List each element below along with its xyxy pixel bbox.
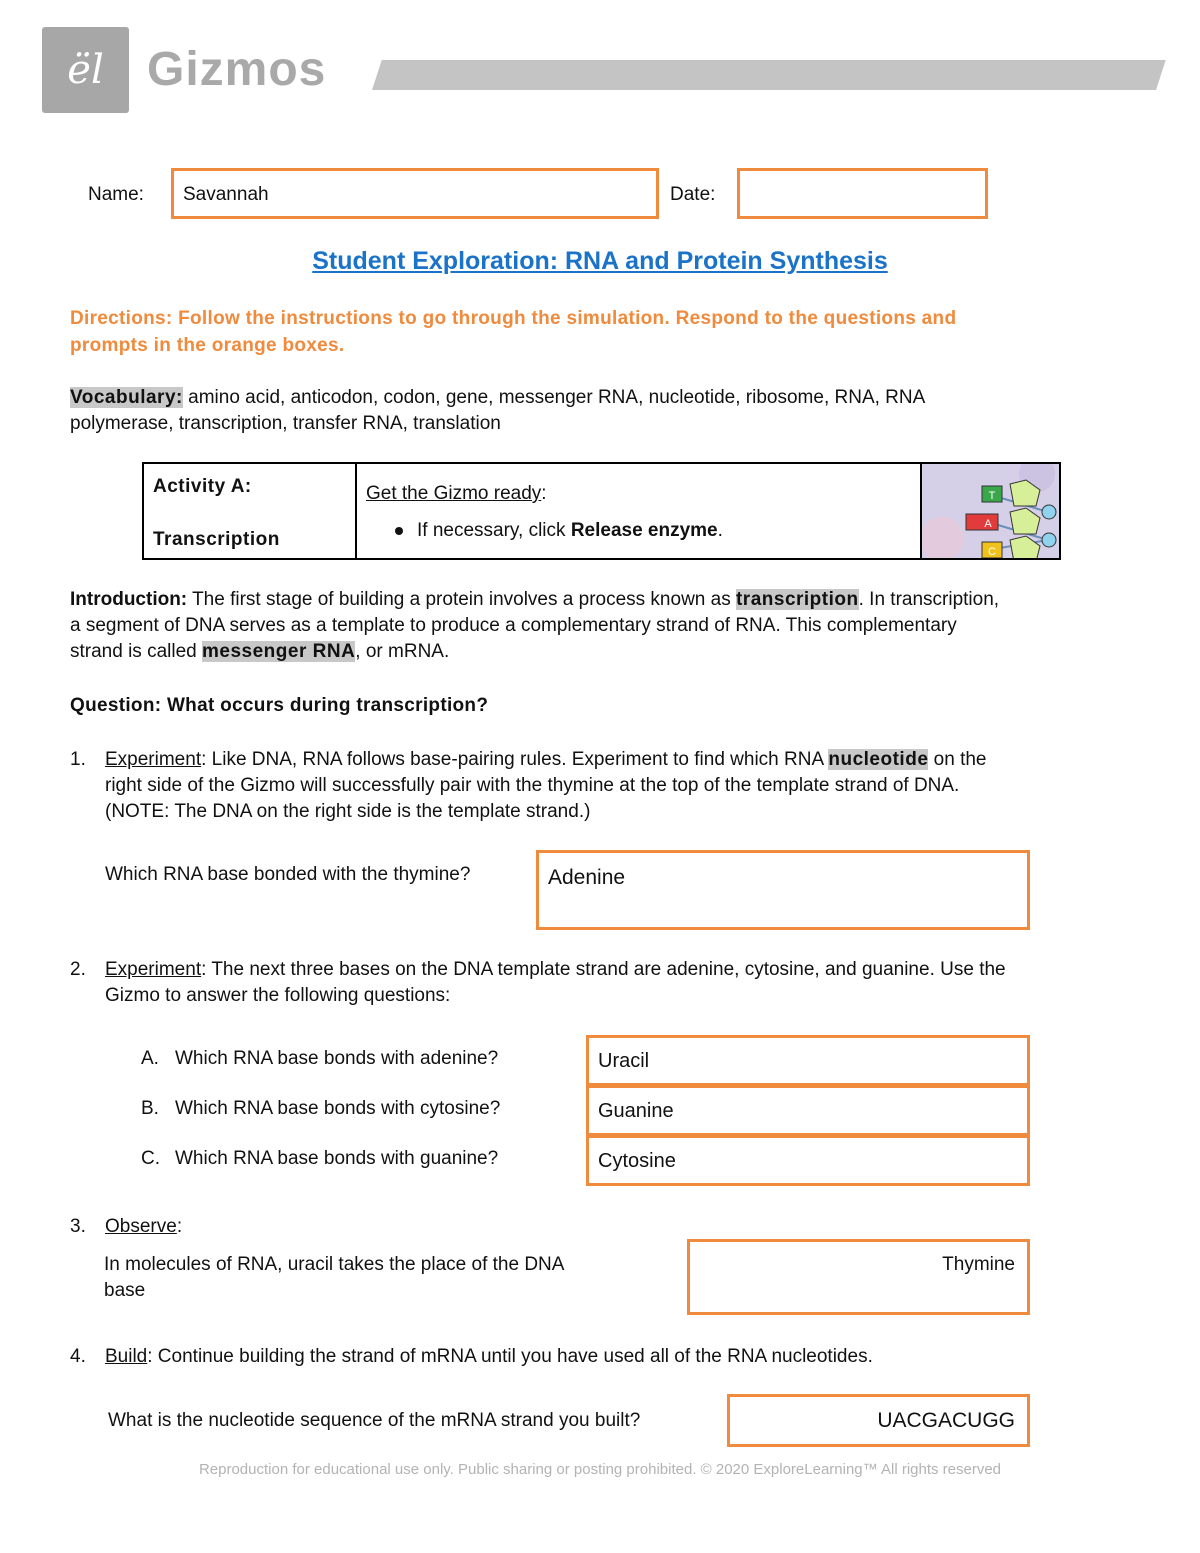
brand-name: Gizmos — [147, 43, 327, 96]
q3-label: Observe — [105, 1216, 177, 1237]
vocabulary-line-1: amino acid, anticodon, codon, gene, messenger RNA, nucleotide, ribosome, RNA, RNA — [182, 387, 926, 408]
q2-text — [105, 957, 1165, 1009]
page-title: Student Exploration: RNA and Protein Synthesis — [312, 247, 888, 275]
q4-answer-box[interactable] — [727, 1394, 1030, 1447]
q2-item-b — [141, 1098, 500, 1120]
term-messenger-rna: messenger RNA — [202, 641, 356, 662]
activity-label: Activity A: — [153, 476, 252, 497]
introduction — [70, 587, 1150, 665]
introduction-text-1: The first stage of building a protein involves a process known as — [187, 589, 736, 610]
release-enzyme-text: Release enzyme — [570, 520, 718, 541]
vocabulary — [70, 385, 925, 437]
nucleotide-thumbnail-icon — [922, 464, 1059, 558]
q4-answer: UACGACUGG — [877, 1409, 1015, 1432]
q4-prompt: What is the nucleotide sequence of the mRNA strand you built? — [108, 1410, 641, 1431]
bullet-prefix: If necessary, click — [417, 520, 571, 541]
question-heading: Question: What occurs during transcription? — [70, 695, 489, 716]
directions-line-1: Directions: Follow the instructions to go through the simulation. Respond to the questions and — [70, 308, 957, 329]
gizmo-ready-heading — [366, 483, 547, 505]
activity-label-cell — [144, 464, 357, 558]
name-label: Name: — [88, 184, 144, 205]
directions — [70, 305, 956, 359]
q2b-answer: Guanine — [598, 1100, 674, 1122]
q2-item-a — [141, 1048, 498, 1070]
gizmo-ready-text: Get the Gizmo ready — [366, 483, 542, 504]
q2-item-text: Which RNA base bonds with guanine? — [175, 1148, 499, 1169]
q3-colon: : — [176, 1216, 183, 1237]
name-field[interactable] — [171, 168, 659, 219]
vocabulary-line-2: polymerase, transcription, transfer RNA, translation — [70, 413, 501, 434]
introduction-text-2: . In transcription, — [858, 589, 1000, 610]
nucleotide-letter: C — [988, 546, 996, 558]
q2-item-letter: B. — [141, 1098, 159, 1119]
activity-table — [142, 462, 1061, 560]
phosphate-icon — [1042, 533, 1056, 547]
q1-line-3: (NOTE: The DNA on the right side is the template strand.) — [105, 801, 591, 822]
q1-line-2: right side of the Gizmo will successfully pair with the thymine at the top of the template strand of DNA. — [105, 775, 960, 796]
q2-number: 2. — [70, 959, 86, 980]
nucleotide-letter: A — [984, 518, 992, 530]
directions-line-2: prompts in the orange boxes. — [70, 335, 345, 356]
q2-line-2: Gizmo to answer the following questions: — [105, 985, 451, 1006]
q3-heading — [105, 1214, 182, 1240]
q2-item-c — [141, 1148, 498, 1170]
activity-name: Transcription — [153, 529, 280, 550]
nucleotide-letter: T — [988, 490, 996, 502]
q3-answer-box[interactable] — [687, 1239, 1030, 1315]
q2-line-1: : The next three bases on the DNA template strand are adenine, cytosine, and guanine. Use the — [201, 959, 1006, 980]
q1-text-1: : Like DNA, RNA follows base-pairing rules. Experiment to find which RNA — [201, 749, 829, 770]
q1-number: 1. — [70, 749, 86, 770]
q2-item-letter: C. — [141, 1148, 160, 1169]
q1-answer: Adenine — [548, 866, 626, 889]
q2a-answer-box[interactable] — [586, 1035, 1030, 1086]
nucleotide-base-a — [966, 514, 998, 530]
header-bar — [372, 60, 1166, 90]
q2a-answer: Uracil — [598, 1050, 650, 1072]
q4-number: 4. — [70, 1346, 86, 1367]
q3-line-1: In molecules of RNA, uracil takes the place of the DNA — [104, 1254, 565, 1275]
q3-line-2: base — [104, 1280, 146, 1301]
q1-text-2: on the — [928, 749, 987, 770]
term-transcription: transcription — [735, 589, 859, 610]
footer-copyright: Reproduction for educational use only. Public sharing or posting prohibited. © 2020 ExploreLearning™ All rights reserved — [198, 1461, 1002, 1478]
name-value: Savannah — [183, 184, 269, 205]
logo-badge — [42, 27, 129, 113]
introduction-line-2: a segment of DNA serves as a template to produce a complementary strand of RNA. This complementary — [70, 615, 957, 636]
logo-glyph: ël — [67, 47, 104, 93]
q2-label: Experiment — [105, 959, 202, 980]
q4-label: Build — [105, 1346, 148, 1367]
date-field[interactable] — [737, 168, 988, 219]
term-nucleotide: nucleotide — [828, 749, 929, 770]
q1-prompt: Which RNA base bonded with the thymine? — [105, 864, 471, 885]
q2b-answer-box[interactable] — [586, 1085, 1030, 1136]
phosphate-icon — [1042, 505, 1056, 519]
q2-item-letter: A. — [141, 1048, 159, 1069]
q3-prompt — [104, 1252, 564, 1304]
q3-number: 3. — [70, 1216, 86, 1237]
q2c-answer: Cytosine — [598, 1150, 676, 1172]
q4-text — [105, 1344, 1165, 1370]
release-enzyme-instruction — [395, 520, 723, 542]
q1-answer-box[interactable] — [536, 850, 1030, 930]
gizmo-thumbnail — [922, 464, 1059, 558]
q2c-answer-box[interactable] — [586, 1135, 1030, 1186]
q2-item-text: Which RNA base bonds with cytosine? — [175, 1098, 501, 1119]
q4-line-1: : Continue building the strand of mRNA until you have used all of the RNA nucleotides. — [147, 1346, 873, 1367]
introduction-text-4: , or mRNA. — [355, 641, 450, 662]
introduction-label: Introduction: — [70, 589, 188, 610]
date-label: Date: — [670, 184, 716, 205]
bullet-icon — [395, 527, 403, 535]
q3-answer: Thymine — [942, 1254, 1015, 1275]
activity-instructions-cell — [357, 464, 922, 558]
gizmo-ready-colon: : — [541, 483, 547, 504]
q1-label: Experiment — [105, 749, 202, 770]
q1-text — [105, 747, 1165, 825]
vocabulary-label: Vocabulary: — [70, 387, 183, 408]
introduction-text-3: strand is called — [70, 641, 203, 662]
bullet-suffix: . — [717, 520, 723, 541]
q2-item-text: Which RNA base bonds with adenine? — [175, 1048, 499, 1069]
